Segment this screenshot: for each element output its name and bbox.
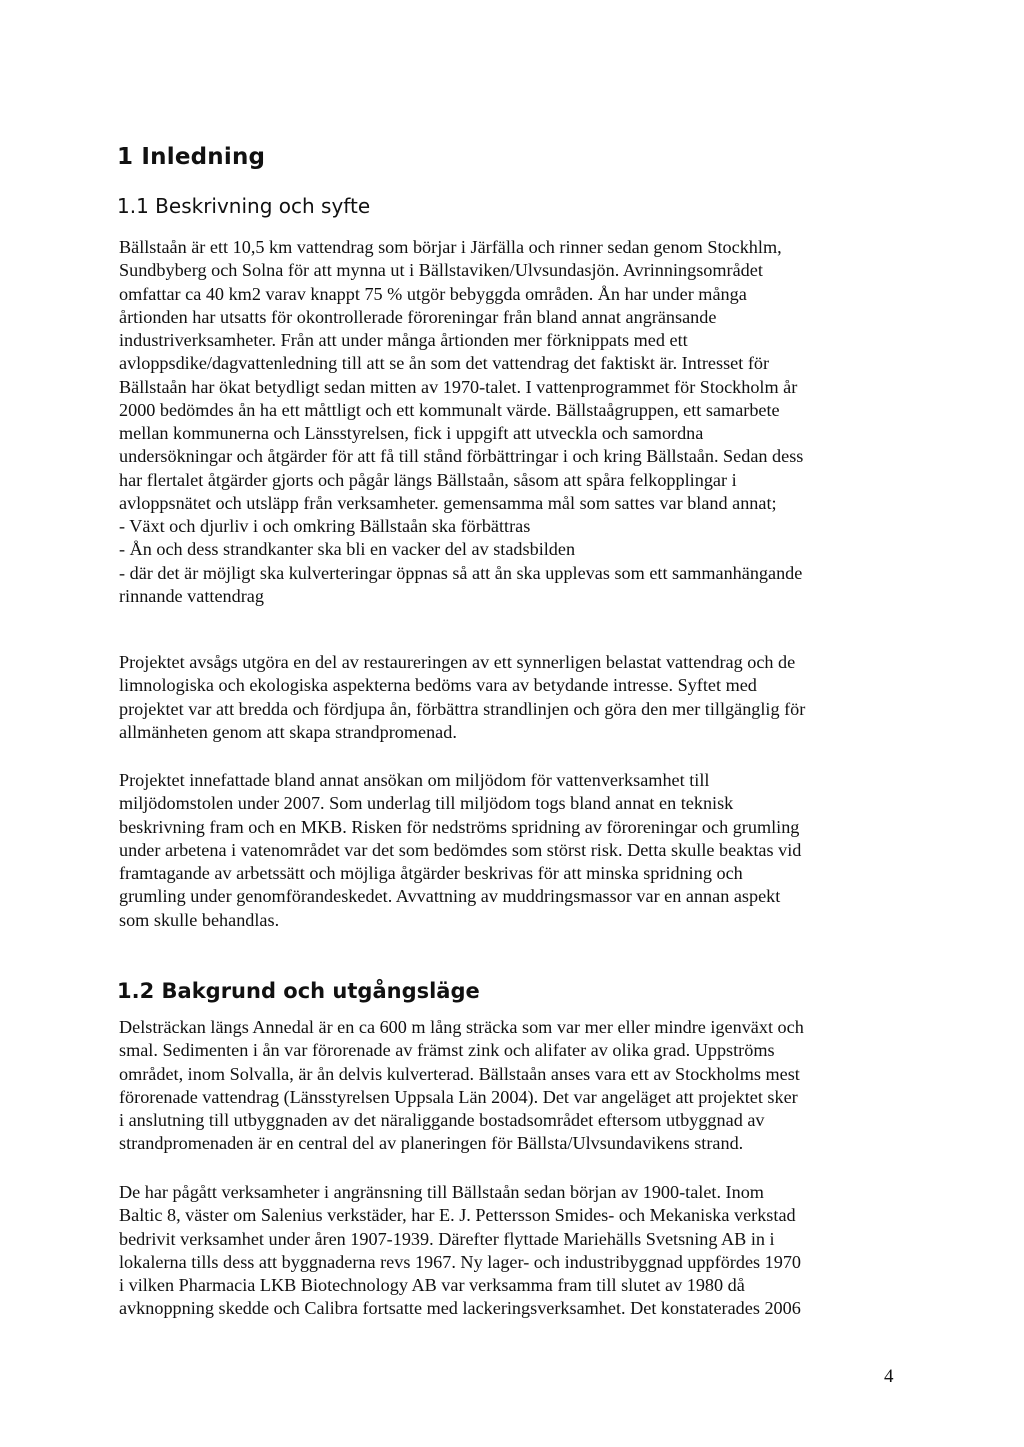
- text-line: beskrivning fram och en MKB. Risken för nedströms spridning av föroreningar och grumling: [119, 816, 800, 837]
- text-line: grumling under genomförandeskedet. Avvattning av muddringsmassor var en annan aspekt: [119, 886, 781, 907]
- text-line: avloppsdike/dagvattenledning till att se ån som det vattendrag det faktiskt är. Intresset för: [119, 353, 770, 374]
- list-item: - där det är möjligt ska kulverteringar öppnas så att ån ska upplevas som ett sammanhängande: [119, 562, 803, 583]
- text-line: årtionden har utsatts för okontrollerade föroreningar från bland annat angränsande: [119, 306, 717, 327]
- text-line: Sundbyberg och Solna för att mynna ut i Bällstaviken/Ulvsundasjön. Avrinningsområdet: [119, 260, 763, 281]
- text-line: Projektet avsågs utgöra en del av restaureringen av ett synnerligen belastat vattendrag och de: [119, 652, 796, 672]
- text-line: Baltic 8, väster om Salenius verkstäder, har E. J. Pettersson Smides- och Mekaniska verkstad: [119, 1205, 796, 1226]
- text-line: Delsträckan längs Annedal är en ca 600 m lång sträcka som var mer eller mindre igenväxt och: [119, 1017, 804, 1037]
- text-line: har flertalet åtgärder gjorts och pågår längs Bällstaån, såsom att spåra felkopplingar i: [119, 469, 737, 490]
- text-line: under arbetena i vatenområdet var det som bedömdes som störst risk. Detta skulle beaktas vid: [119, 839, 802, 860]
- text-line: miljödomstolen under 2007. Som underlag till miljödom togs bland annat en teknisk: [119, 793, 734, 814]
- section-1-1-paragraph-2: [119, 651, 909, 744]
- text-line: allmänheten genom att skapa strandpromenad.: [119, 721, 457, 742]
- list-item: - Växt och djurliv i och omkring Bällstaån ska förbättras: [119, 516, 531, 536]
- text-line: rinnande vattendrag: [119, 585, 264, 606]
- section-heading-1-2: 1.2 Bakgrund och utgångsläge: [117, 979, 480, 1003]
- text-line: undersökningar och åtgärder för att få till stånd förbättringar i och kring Bällstaån. Sedan dess: [119, 446, 804, 467]
- text-line: förorenade vattendrag (Länsstyrelsen Uppsala Län 2004). Det var angeläget att projektet sker: [119, 1086, 798, 1107]
- text-line: bedrivit verksamhet under åren 1907-1939. Därefter flyttade Mariehälls Svetsning AB in i: [119, 1228, 775, 1249]
- text-line: Bällstaån är ett 10,5 km vattendrag som börjar i Järfälla och rinner sedan genom Stockhlm,: [119, 237, 782, 257]
- text-line: avknoppning skedde och Calibra fortsatte med lackeringsverksamhet. Det konstaterades 2006: [119, 1298, 801, 1319]
- text-line: området, inom Solvalla, är ån delvis kulverterad. Bällstaån anses vara ett av Stockholms mest: [119, 1063, 800, 1084]
- text-line: omfattar ca 40 km2 varav knappt 75 % utgör bebyggda områden. Ån har under många: [119, 283, 747, 304]
- text-line: som skulle behandlas.: [119, 909, 280, 930]
- text-line: mellan kommunerna och Länsstyrelsen, fick i uppgift att utveckla och samordna: [119, 423, 704, 443]
- section-heading-1-1: 1.1 Beskrivning och syfte: [117, 194, 371, 218]
- list-item: - Ån och dess strandkanter ska bli en vacker del av stadsbilden: [119, 539, 576, 560]
- text-line: avloppsnätet och utsläpp från verksamheter. gemensamma mål som sattes var bland annat;: [119, 492, 777, 513]
- section-1-2-paragraph-2: [119, 1181, 909, 1321]
- text-line: framtagande av arbetssätt och möjliga åtgärder beskrivas för att minska spridning och: [119, 863, 743, 883]
- text-line: limnologiska och ekologiska aspekterna bedöms vara av betydande intresse. Syftet med: [119, 675, 757, 696]
- page-number: 4: [884, 1366, 894, 1387]
- text-line: 2000 bedömdes ån ha ett måttligt och ett kommunalt värde. Bällstaågruppen, ett samarbete: [119, 399, 780, 420]
- text-line: Bällstaån har ökat betydligt sedan mitten av 1970-talet. I vattenprogrammet för Stockholm år: [119, 376, 798, 397]
- text-line: industriverksamheter. Från att under många årtionden mer förknippats med ett: [119, 330, 688, 350]
- text-line: strandpromenaden är en central del av planeringen för Bällsta/Ulvsundavikens strand.: [119, 1133, 744, 1154]
- section-1-1-paragraph-3: [119, 769, 909, 932]
- text-line: smal. Sedimenten i ån var förorenade av främst zink och alifater av olika grad. Uppströms: [119, 1040, 775, 1061]
- chapter-heading: 1 Inledning: [117, 144, 266, 170]
- text-line: De har pågått verksamheter i angränsning till Bällstaån sedan början av 1900-talet. Inom: [119, 1182, 764, 1202]
- text-line: lokalerna tills dess att byggnaderna revs 1967. Ny lager- och industribyggnad uppfördes 1970: [119, 1251, 802, 1272]
- section-1-1-paragraph-1: [119, 236, 909, 608]
- text-line: Projektet innefattade bland annat ansökan om miljödom för vattenverksamhet till: [119, 770, 710, 790]
- text-line: i vilken Pharmacia LKB Biotechnology AB var verksamma fram till slutet av 1980 då: [119, 1275, 745, 1295]
- text-line: projektet var att bredda och fördjupa ån, förbättra strandlinjen och göra den mer tillgänglig för: [119, 698, 806, 719]
- text-line: i anslutning till utbyggnaden av det näraliggande bostadsområdet eftersom utbyggnad av: [119, 1110, 765, 1130]
- section-1-2-paragraph-1: [119, 1016, 909, 1156]
